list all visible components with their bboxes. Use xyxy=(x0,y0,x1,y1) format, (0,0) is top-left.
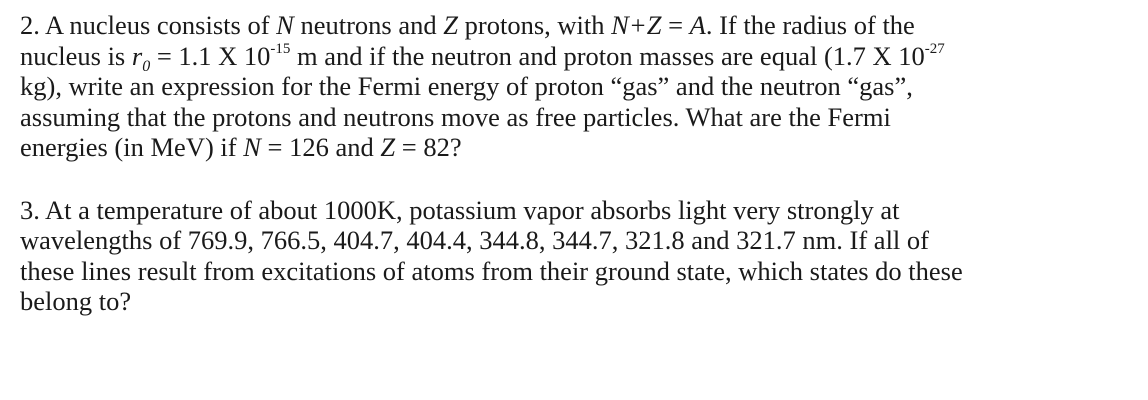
problem-2-line-3: kg), write an expression for the Fermi energy of proton “gas” and the neutron “gas”, xyxy=(20,71,913,101)
variable-n-plus-z: N+Z xyxy=(611,10,662,40)
problem-3-line-2: wavelengths of 769.9, 766.5, 404.7, 404.4, 344.8, 344.7, 321.8 and 321.7 nm. If all of xyxy=(20,225,929,255)
problem-2 xyxy=(20,10,1136,163)
text-run: energies (in MeV) if xyxy=(20,132,244,162)
variable-n: N xyxy=(276,10,294,40)
text-run: neutrons and xyxy=(293,10,444,40)
problem-3-line-4: belong to? xyxy=(20,286,132,316)
variable-z: Z xyxy=(443,10,459,40)
problem-3 xyxy=(20,195,1136,317)
text-run: m and if the neutron and proton masses are equal (1.7 X 10 xyxy=(290,40,925,71)
document-page xyxy=(20,10,1136,317)
text-run: 2. A nucleus consists of xyxy=(20,10,277,40)
text-run: = xyxy=(661,10,690,40)
text-run: = 1.1 X 10 xyxy=(150,40,271,71)
problem-3-line-1: 3. At a temperature of about 1000K, potassium vapor absorbs light very strongly at xyxy=(20,194,900,225)
exponent-radius: -15 xyxy=(270,40,291,57)
subscript-zero: 0 xyxy=(142,57,151,75)
variable-r: r xyxy=(131,40,143,71)
variable-n: N xyxy=(243,132,261,162)
text-run: protons, with xyxy=(458,10,612,40)
text-run: nucleus is xyxy=(20,40,132,71)
text-run: = 82? xyxy=(395,132,462,162)
problem-2-line-2 xyxy=(20,40,1136,75)
text-run: . If the radius of the xyxy=(705,10,915,40)
problem-2-line-5 xyxy=(20,132,1136,163)
text-run: = 126 and xyxy=(260,132,381,162)
problem-2-line-1 xyxy=(20,10,1136,41)
exponent-mass: -27 xyxy=(924,40,945,57)
problem-2-line-4: assuming that the protons and neutrons move as free particles. What are the Fermi xyxy=(20,101,891,132)
variable-a: A xyxy=(689,10,706,40)
variable-z: Z xyxy=(380,132,396,162)
problem-3-line-3: these lines result from excitations of atoms from their ground state, which states do these xyxy=(20,255,963,286)
